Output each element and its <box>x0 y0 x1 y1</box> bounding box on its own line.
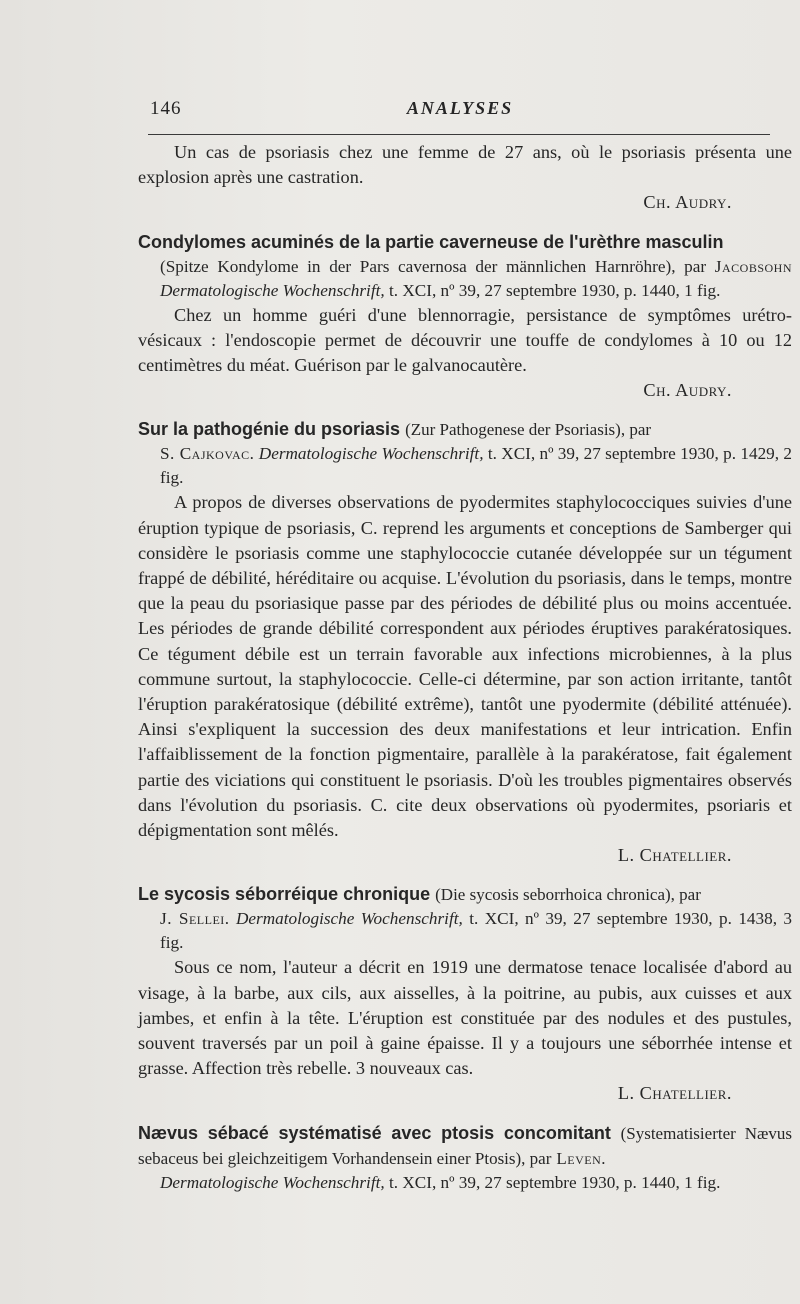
article-reference: (Spitze Kondylome in der Pars cavernosa der männlichen Harnröhre), par Jacobsohn Dermatologische Wochenschrift, t. XCI, nº 39, 27 septembre 1930, p. 1440, 1 fig. <box>160 256 792 300</box>
header-rule <box>148 134 770 135</box>
article-author: Jacobsohn <box>714 256 792 276</box>
page-header <box>150 98 770 124</box>
article-reference: S. Cajkovac. Dermatologische Wochenschrift, t. XCI, nº 39, 27 septembre 1930, p. 1429, 2 fig. <box>160 444 793 488</box>
journal-name: Dermatologische Wochenschrift, <box>160 280 385 300</box>
article-naevus: Nævus sébacé systématisé avec ptosis concomitant (Systematisierter Nævus sebaceus bei gleichzeitigem Vorhandensein einer Ptosis), par Leven. Dermatologische Wochenschrift, t. XCI, nº 39, 27 septembre 1930, p. 1440, 1 fig. <box>138 1121 792 1195</box>
article-body: A propos de diverses observations de pyodermites staphylococciques suivies d'une éruption typique de psoriasis, C. reprend les arguments et conceptions de Samberger qui considère le psoriasis comme une staphylococcie cutanée développée sur un tégument frappé de débilité, héréditaire ou acquise. L'évolution du psoriasis, dans le temps, montre que la peau du psoriasique passe par des périodes de débilité plus ou moins accentuée. Les périodes de grande débilité correspondent aux périodes éruptives parakératosiques. Ce tégument débile est un terrain favorable aux infections microbiennes, à la plus commune surtout, la staphylococcie. Celle-ci détermine, par son action irritante, tantôt l'éruption parakératosique (débilité extrême), tantôt une pyodermite (débilité atténuée). Ainsi s'expliquent la succession des deux manifestations et leur intrication. Enfin l'affaiblissement de la fonction pigmentaire, parallèle à la parakératose, fait également partie des viciations qui constituent le psoriasis. D'où les troubles pigmentaires observés dans l'évolution du psoriasis. C. cite deux observations où pyodermites, psoriaris et dépigmentation sont mêlés. <box>138 492 792 841</box>
article-sycosis: Le sycosis séborréique chronique (Die sycosis seborrhoica chronica), par J. Sellei. Dermatologische Wochenschrift, t. XCI, nº 39, 27 septembre 1930, p. 1438, 3 fig. Sous ce nom, l'auteur a décrit en 1919 une dermatose tenace localisée d'abord au visage, à la barbe, aux cils, aux aisselles, à la poitrine, au pubis, aux cuisses et aux jambes, et enfin à la tête. L'éruption est constituée par des nodules et des pustules, souvent traversés par un poil à gaine épaisse. Il y a toujours une séborrhée intense et grasse. Affection très rebelle. 3 nouveaux cas. L. Chatellier. <box>138 882 792 1106</box>
article-reference: Dermatologische Wochenschrift, t. XCI, nº 39, 27 septembre 1930, p. 1440, 1 fig. <box>160 1172 721 1192</box>
intro-text: Un cas de psoriasis chez une femme de 27 ans, où le psoriasis présenta une explosion après une castration. <box>138 142 792 188</box>
article-author: S. Cajkovac. <box>160 444 255 464</box>
article-signature: L. Chatellier. <box>617 845 732 866</box>
journal-name: Dermatologische Wochenschrift, <box>236 909 463 929</box>
article-body: Sous ce nom, l'auteur a décrit en 1919 une dermatose tenace localisée d'abord au visage, à la barbe, aux cils, aux aisselles, à la poitrine, au pubis, aux cuisses et aux jambes, et enfin à la tête. L'éruption est constituée par des nodules et des pustules, souvent traversés par un poil à gaine épaisse. Il y a toujours une séborrhée intense et grasse. Affection très rebelle. 3 nouveaux cas. <box>138 957 792 1079</box>
article-condylomes <box>138 230 792 404</box>
article-reference: J. Sellei. Dermatologische Wochenschrift, t. XCI, nº 39, 27 septembre 1930, p. 1438, 3 fig. <box>160 909 792 953</box>
article-title: Sur la pathogénie du psoriasis <box>138 419 401 440</box>
article-title: Condylomes acuminés de la partie caverneuse de l'urèthre masculin <box>138 231 724 252</box>
running-head: ANALYSES <box>406 98 514 118</box>
page-body <box>138 140 792 1195</box>
page-number: 146 <box>150 98 182 119</box>
article-author: J. Sellei. <box>160 909 230 929</box>
article-author: Leven. <box>556 1148 607 1168</box>
article-signature: L. Chatellier. <box>617 1083 732 1104</box>
intro-entry <box>138 140 792 216</box>
article-body: Chez un homme guéri d'une blennorragie, persistance de symptômes urétro-vésicaux : l'endoscopie permet de découvrir une touffe de condylomes à 10 ou 12 centimètres du méat. Guérison par le galvanocautère. <box>138 304 792 376</box>
article-signature: Ch. Audry. <box>643 380 732 401</box>
journal-name: Dermatologische Wochenschrift, <box>258 444 484 464</box>
intro-signature: Ch. Audry. <box>643 192 732 213</box>
article-title: Nævus sébacé systématisé avec ptosis concomitant <box>138 1122 611 1143</box>
article-psoriasis: Sur la pathogénie du psoriasis (Zur Pathogenese der Psoriasis), par S. Cajkovac. Dermatologische Wochenschrift, t. XCI, nº 39, 27 septembre 1930, p. 1429, 2 fig. A propos de diverses observations de pyodermites staphylococciques suivies d'une éruption typique de psoriasis, C. reprend les arguments et conceptions de Samberger qui considère le psoriasis comme une staphylococcie cutanée développée sur un tégument frappé de débilité, héréditaire ou acquise. L'évolution du psoriasis, dans le temps, montre que la peau du psoriasique passe par des périodes de débilité plus ou moins accentuée. Les périodes de grande débilité correspondent aux périodes éruptives parakératosiques. Ce tégument débile est un terrain favorable aux infections microbiennes, à la plus commune surtout, la staphylococcie. Celle-ci détermine, par son action irritante, tantôt l'éruption parakératosique (débilité extrême), tantôt une pyodermite (débilité atténuée). Ainsi s'expliquent la succession des deux manifestations et leur intrication. Enfin l'affaiblissement de la fonction pigmentaire, parallèle à la parakératose, fait également partie des viciations qui constituent le psoriasis. D'où les troubles pigmentaires observés dans l'évolution du psoriasis. C. cite deux observations où pyodermites, psoriaris et dépigmentation sont mêlés. L. Chatellier. <box>138 417 792 868</box>
journal-name: Dermatologische Wochenschrift, <box>160 1172 385 1192</box>
article-title: Le sycosis séborréique chronique <box>138 884 431 905</box>
